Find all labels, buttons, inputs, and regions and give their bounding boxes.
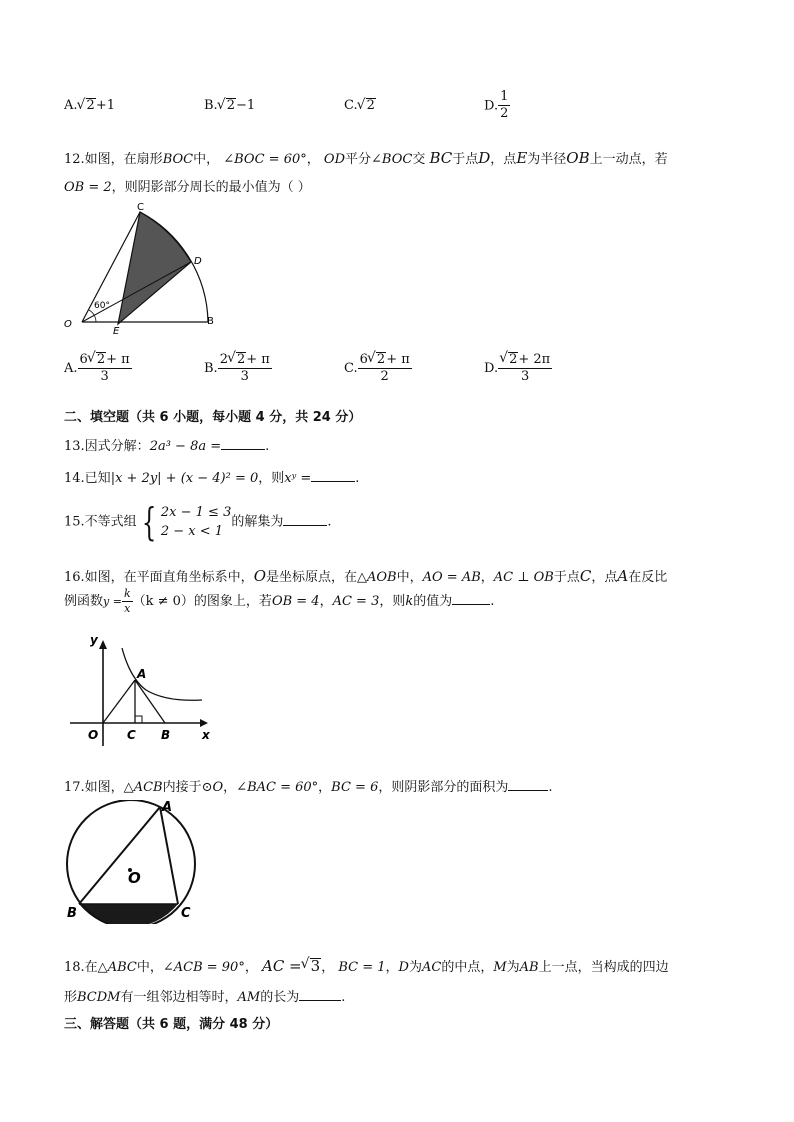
q14 bbox=[64, 467, 359, 486]
fraction bbox=[498, 352, 552, 385]
fraction bbox=[358, 352, 412, 385]
math: ∠BOC bbox=[371, 152, 413, 167]
sqrt bbox=[228, 352, 246, 367]
y-arrow-icon bbox=[99, 640, 107, 649]
answer-blank[interactable] bbox=[452, 592, 490, 605]
math: OB = 2 bbox=[64, 180, 112, 195]
q18-line-1 bbox=[64, 956, 669, 975]
answer-blank[interactable] bbox=[283, 513, 327, 526]
text: 中， bbox=[136, 960, 163, 975]
math: AOB bbox=[367, 570, 397, 585]
text: 15.不等式组 bbox=[64, 514, 137, 530]
option-label: C. bbox=[344, 98, 358, 113]
text: 中， bbox=[193, 152, 220, 167]
text: 于点 bbox=[452, 152, 479, 167]
radicand: 2 bbox=[366, 98, 375, 113]
segment-ab bbox=[135, 680, 165, 723]
text: 平分 bbox=[345, 152, 372, 167]
radicand: 2 bbox=[509, 352, 518, 367]
x-arrow-icon bbox=[200, 719, 208, 727]
math: AC bbox=[421, 960, 442, 975]
text: ， bbox=[480, 570, 494, 585]
radicand: 2 bbox=[226, 98, 235, 113]
label-c: C bbox=[181, 906, 191, 921]
math: OD bbox=[323, 152, 345, 167]
math: M bbox=[493, 960, 507, 975]
text: 为 bbox=[506, 960, 520, 975]
text: 上一动点，若 bbox=[589, 152, 668, 167]
math: AB bbox=[519, 960, 539, 975]
option-label: B. bbox=[204, 360, 218, 376]
math: BCDM bbox=[77, 990, 121, 1005]
label-x: x bbox=[202, 728, 210, 742]
q12-option-b bbox=[204, 352, 272, 385]
label-d: D bbox=[194, 256, 202, 267]
text: . bbox=[548, 780, 553, 795]
label-o: O bbox=[88, 728, 99, 742]
math: AC = 3 bbox=[332, 594, 380, 610]
math: OB bbox=[566, 149, 590, 167]
numerator: k bbox=[122, 588, 133, 602]
coef: 6 bbox=[79, 352, 88, 367]
radicand: 2 bbox=[376, 352, 386, 367]
sqrt bbox=[88, 352, 106, 367]
text: ， bbox=[321, 960, 335, 975]
right-angle-mark bbox=[135, 716, 142, 723]
shaded-segment bbox=[79, 904, 178, 924]
text: 的解集为 bbox=[231, 514, 284, 530]
fraction bbox=[122, 588, 133, 615]
q17 bbox=[64, 776, 553, 795]
text: ，则 bbox=[258, 471, 285, 486]
math: ABC bbox=[107, 960, 137, 975]
math: C bbox=[579, 567, 592, 585]
math: AC = bbox=[261, 957, 302, 975]
label-y: y bbox=[90, 633, 98, 647]
answer-blank[interactable] bbox=[311, 469, 355, 482]
q11-option-a bbox=[64, 98, 115, 113]
math: ACB bbox=[133, 780, 163, 795]
option-label: B. bbox=[204, 98, 218, 113]
denominator: 3 bbox=[100, 369, 109, 385]
q12-option-c bbox=[344, 352, 412, 385]
section-2-heading: 二、填空题（共 6 小题，每小题 4 分，共 24 分） bbox=[64, 410, 362, 425]
tail: + π bbox=[386, 352, 410, 367]
arc-bc: BC bbox=[429, 149, 453, 167]
text: 上一点，当构成的四边 bbox=[538, 960, 669, 975]
text: . bbox=[490, 594, 495, 610]
sqrt bbox=[78, 98, 96, 113]
text: 在反比 bbox=[628, 570, 668, 585]
q16-coordinate-figure bbox=[60, 630, 220, 750]
text: ， bbox=[318, 780, 332, 795]
q17-circle-figure bbox=[62, 800, 212, 924]
segment-oa bbox=[103, 680, 135, 723]
text: ， bbox=[385, 960, 399, 975]
label-c: C bbox=[127, 728, 136, 742]
option-label: A. bbox=[64, 98, 78, 113]
hyperbola bbox=[122, 648, 202, 700]
math: |x + 2y| + (x − 4)² = 0 bbox=[110, 471, 259, 486]
section-3-heading: 三、解答题（共 6 题，满分 48 分） bbox=[64, 1017, 279, 1032]
sqrt bbox=[368, 352, 386, 367]
answer-blank[interactable] bbox=[508, 778, 548, 791]
option-label: A. bbox=[64, 360, 78, 376]
option-tail: +1 bbox=[95, 98, 115, 113]
math: D bbox=[478, 149, 491, 167]
text: 于点 bbox=[553, 570, 580, 585]
sqrt bbox=[218, 98, 236, 113]
label-b: B bbox=[207, 316, 214, 327]
math: OB = 4 bbox=[271, 594, 320, 610]
row-2: 2 − x < 1 bbox=[160, 524, 224, 539]
text: . bbox=[265, 439, 270, 454]
math: ∠BOC = 60° bbox=[223, 152, 307, 167]
math: D bbox=[398, 960, 409, 975]
text: 12.如图，在扇形 bbox=[64, 152, 163, 167]
denominator: 2 bbox=[500, 106, 509, 122]
q16-line-2 bbox=[64, 588, 494, 615]
text: 13.因式分解： bbox=[64, 439, 150, 454]
text: 的值为 bbox=[413, 594, 453, 610]
text: . bbox=[355, 471, 360, 486]
brace-icon: { bbox=[141, 500, 157, 544]
math: E bbox=[516, 149, 528, 167]
text: 14.已知 bbox=[64, 471, 111, 486]
text: （k ≠ 0）的图象上，若 bbox=[132, 594, 272, 610]
math: AM bbox=[237, 990, 261, 1005]
text: 的长为 bbox=[260, 990, 300, 1005]
text: . bbox=[327, 514, 332, 530]
text: 有一组邻边相等时， bbox=[120, 990, 238, 1005]
inequality-system bbox=[137, 500, 232, 544]
math: O bbox=[212, 780, 224, 795]
fraction bbox=[218, 352, 272, 385]
denominator: 2 bbox=[380, 369, 389, 385]
answer-blank[interactable] bbox=[221, 437, 265, 450]
text: 18.在△ bbox=[64, 960, 108, 975]
label-a: A bbox=[162, 800, 173, 815]
tail: + 2π bbox=[518, 352, 551, 367]
label-b: B bbox=[67, 906, 77, 921]
coef: 2 bbox=[219, 352, 228, 367]
fraction bbox=[78, 352, 132, 385]
option-label: D. bbox=[484, 98, 499, 114]
math: AO = AB bbox=[422, 570, 481, 585]
text: 的中点， bbox=[441, 960, 494, 975]
text: 交 bbox=[412, 152, 426, 167]
text: ， bbox=[319, 594, 333, 610]
tail: + π bbox=[246, 352, 270, 367]
q12-option-d bbox=[484, 352, 552, 385]
radicand: 2 bbox=[236, 352, 246, 367]
sqrt bbox=[500, 352, 518, 367]
label-e: E bbox=[113, 326, 120, 337]
text: 例函数 bbox=[64, 594, 104, 610]
option-label: C. bbox=[344, 360, 358, 376]
math: BC = 6 bbox=[331, 780, 379, 795]
q11-option-c bbox=[344, 98, 376, 113]
math: xʸ = bbox=[284, 471, 312, 486]
segment-ba bbox=[79, 807, 160, 904]
denominator: 3 bbox=[521, 369, 530, 385]
math: ∠BAC = 60° bbox=[236, 780, 319, 795]
text: 是坐标原点，在△ bbox=[266, 570, 367, 585]
text: ，则阴影部分周长的最小值为（ ） bbox=[111, 180, 311, 195]
coef: 6 bbox=[359, 352, 368, 367]
text: ，点 bbox=[591, 570, 618, 585]
label-60: 60° bbox=[94, 301, 110, 311]
text: 形 bbox=[64, 990, 78, 1005]
text: 16.如图，在平面直角坐标系中， bbox=[64, 570, 254, 585]
text: ，则阴影部分的面积为 bbox=[378, 780, 509, 795]
denominator: 3 bbox=[240, 369, 249, 385]
radicand: 2 bbox=[86, 98, 95, 113]
q15 bbox=[64, 500, 332, 544]
math: O bbox=[253, 567, 266, 585]
text: ， bbox=[223, 780, 237, 795]
math: BC = 1 bbox=[338, 960, 386, 975]
label-o: O bbox=[64, 319, 72, 330]
text: 内接于⊙ bbox=[162, 780, 213, 795]
q18-line-2 bbox=[64, 986, 345, 1005]
radicand: 2 bbox=[96, 352, 106, 367]
radicand: 3 bbox=[310, 957, 321, 975]
row-1: 2x − 1 ≤ 3 bbox=[160, 505, 232, 520]
tail: + π bbox=[106, 352, 130, 367]
q12-line-1 bbox=[64, 148, 668, 167]
sqrt bbox=[302, 957, 322, 975]
fraction bbox=[498, 90, 510, 122]
math: BOC bbox=[162, 152, 194, 167]
math: y = bbox=[103, 595, 122, 609]
text: . bbox=[341, 990, 346, 1005]
option-label: D. bbox=[484, 360, 499, 376]
q11-option-d bbox=[484, 90, 510, 122]
segment-ac bbox=[160, 807, 178, 904]
sqrt bbox=[358, 98, 376, 113]
math: A bbox=[617, 567, 629, 585]
text: 为 bbox=[408, 960, 422, 975]
label-b: B bbox=[161, 728, 171, 742]
label-o: O bbox=[128, 869, 141, 887]
math: AC ⊥ OB bbox=[493, 570, 554, 585]
option-tail: −1 bbox=[235, 98, 256, 113]
text: ， bbox=[244, 960, 258, 975]
q12-sector-figure bbox=[60, 200, 230, 340]
math: k bbox=[405, 594, 414, 610]
label-a: A bbox=[137, 667, 147, 681]
text: 中， bbox=[396, 570, 423, 585]
text: ，则 bbox=[379, 594, 406, 610]
math: 2a³ − 8a = bbox=[149, 439, 222, 454]
text: 17.如图，△ bbox=[64, 780, 134, 795]
q13 bbox=[64, 435, 269, 454]
math: ∠ACB = 90° bbox=[162, 960, 245, 975]
text: ，点 bbox=[490, 152, 517, 167]
q11-option-b bbox=[204, 98, 255, 113]
text: 为半径 bbox=[527, 152, 567, 167]
numerator: 1 bbox=[498, 90, 510, 106]
label-c: C bbox=[137, 202, 144, 213]
q12-line-2 bbox=[64, 176, 311, 195]
text: ， bbox=[306, 152, 320, 167]
denominator: x bbox=[124, 602, 131, 616]
answer-blank[interactable] bbox=[299, 988, 341, 1001]
q16-line-1 bbox=[64, 566, 667, 585]
q12-option-a bbox=[64, 352, 132, 385]
